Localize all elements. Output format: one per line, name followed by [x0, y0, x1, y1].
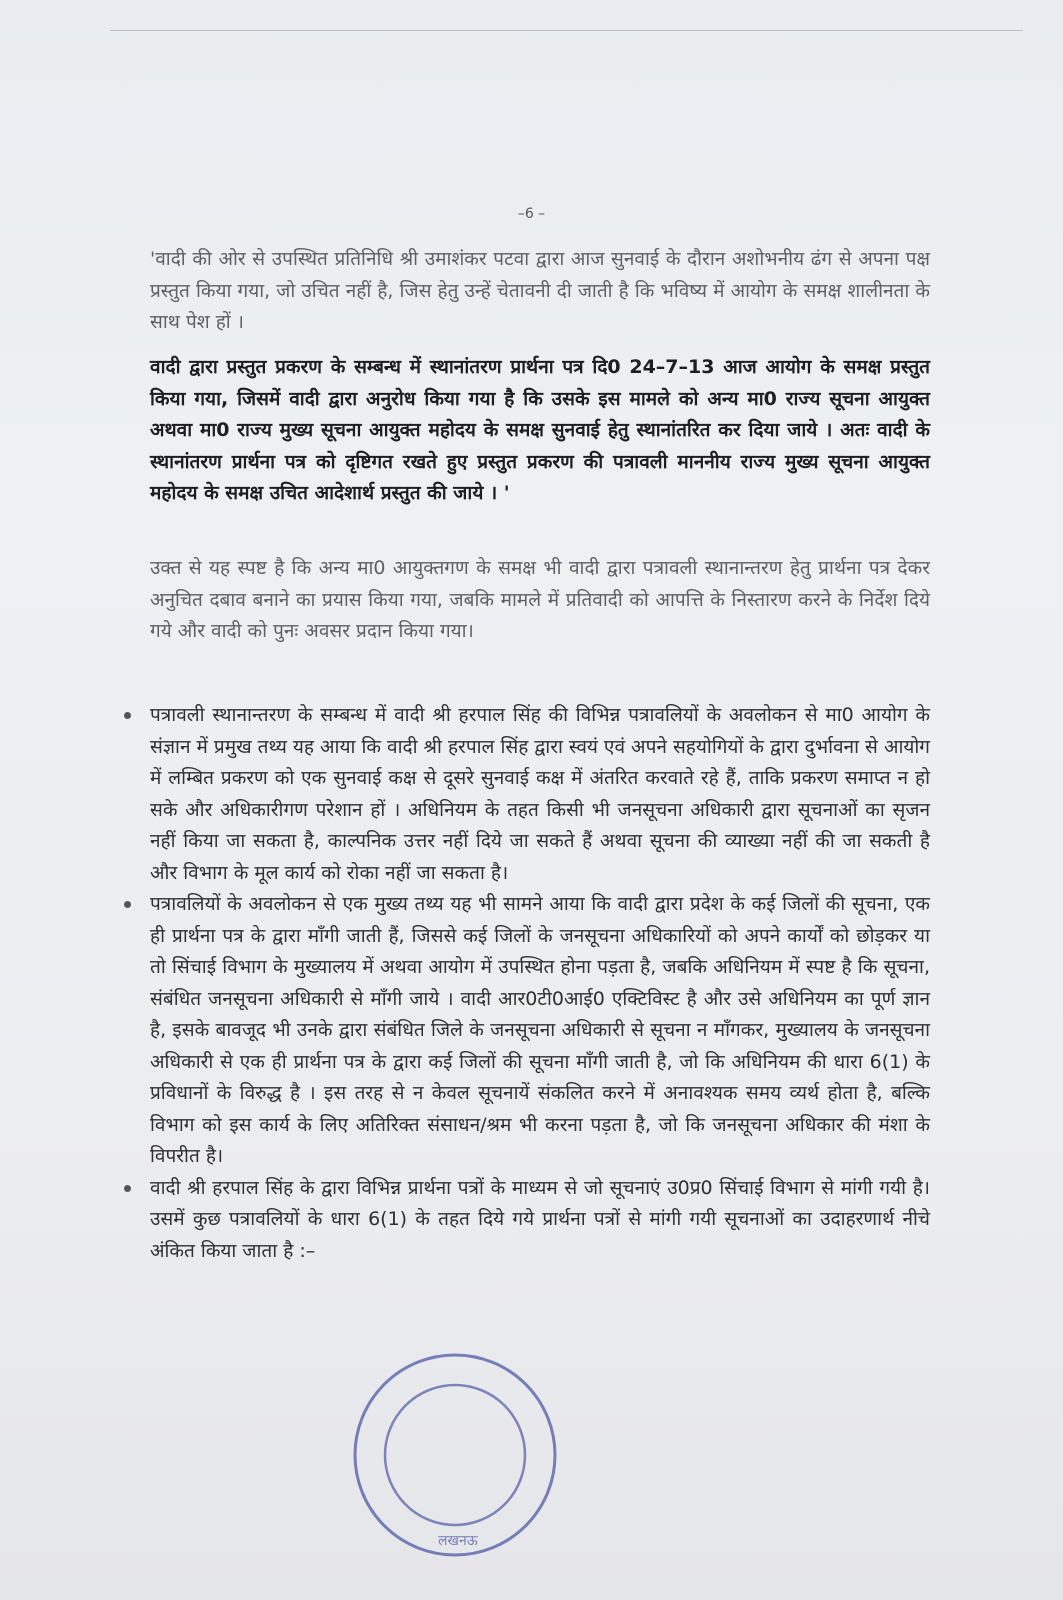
- bullet-text: वादी श्री हरपाल सिंह के द्वारा विभिन्न प्रार्थना पत्रों के माध्यम से जो सूचनाएं उ0प्र0 सिंचाई विभाग से मांगी गयी है। उसमें कुछ पत्रावलियों के धारा 6(1) के तहत दिये गये प्रार्थना पत्रों से मांगी गयी सूचनाओं का उदाहरणार्थ नीचे अंकित किया जाता है :–: [150, 1176, 930, 1262]
- bullet-icon: [124, 712, 131, 719]
- bullet-item: [120, 889, 930, 1173]
- paragraph-warning: 'वादी की ओर से उपस्थित प्रतिनिधि श्री उमाशंकर पटवा द्वारा आज सुनवाई के दौरान अशोभनीय ढंग से अपना पक्ष प्रस्तुत किया गया, जो उचित नहीं है, जिस हेतु उन्हें चेतावनी दी जाती है कि भविष्य में आयोग के समक्ष शालीनता के साथ पेश हों ।: [150, 248, 930, 333]
- bullet-item: [120, 700, 930, 889]
- bullet-text: पत्रावलियों के अवलोकन से एक मुख्य तथ्य यह भी सामने आया कि वादी द्वारा प्रदेश के कई जिलों की सूचना, एक ही प्रार्थना पत्र के द्वारा माँगी जाती हैं, जिससे कई जिलों के जनसूचना अधिकारियों को अपने कार्यों को छोड़कर या तो सिंचाई विभाग के मुख्यालय में अथवा आयोग में उपस्थित होना पड़ता है, जबकि अधिनियम में स्पष्ट है कि सूचना, संबंधित जनसूचना अधिकारी से माँगी जाये । वादी आर0टी0आई0 एक्टिविस्ट है और उसे अधिनियम का पूर्ण ज्ञान है, इसके बावजूद भी उनके द्वारा संबंधित जिले के जनसूचना अधिकारी से सूचना न माँगकर, मुख्यालय के जनसूचना अधिकारी से एक ही प्रार्थना पत्र के द्वारा कई जिलों की सूचना माँगी जाती है, जो कि अधिनियम की धारा 6(1) के प्रविधानों के विरुद्ध है । इस तरह से न केवल सूचनायें संकलित करने में अनावश्यक समय व्यर्थ होता है, बल्कि विभाग को इस कार्य के लिए अतिरिक्त संसाधन/श्रम भी करना पड़ता है, जो कि जनसूचना अधिकार की मंशा के विपरीत है।: [150, 893, 930, 1167]
- bullet-text: पत्रावली स्थानान्तरण के सम्बन्ध में वादी श्री हरपाल सिंह की विभिन्न पत्रावलियों के अवलोकन से मा0 आयोग के संज्ञान में प्रमुख तथ्य यह आया कि वादी श्री हरपाल सिंह द्वारा स्वयं एवं अपने सहयोगियों के द्वारा दुर्भावना से आयोग में लम्बित प्रकरण को एक सुनवाई कक्ष से दूसरे सुनवाई कक्ष में अंतरित करवाते रहे हैं, ताकि प्रकरण समाप्त न हो सके और अधिकारीगण परेशान हों । अधिनियम के तहत किसी भी जनसूचना अधिकारी द्वारा सूचनाओं का सृजन नहीं किया जा सकता है, काल्पनिक उत्तर नहीं दिये जा सकते हैं अथवा सूचना की व्याख्या नहीं की जा सकती है और विभाग के मूल कार्य को रोका नहीं जा सकता है।: [150, 704, 930, 884]
- paragraph-conclusion: उक्त से यह स्पष्ट है कि अन्य मा0 आयुक्तगण के समक्ष भी वादी द्वारा पत्रावली स्थानान्तरण हेतु प्रार्थना पत्र देकर अनुचित दबाव बनाने का प्रयास किया गया, जबकि मामले में प्रतिवादी को आपत्ति के निस्तारण करने के निर्देश दिये गये और वादी को पुनः अवसर प्रदान किया गया।: [150, 557, 930, 642]
- official-seal-stamp: [340, 1340, 570, 1570]
- bullet-list: [120, 700, 930, 1267]
- paper-fold-line: [110, 30, 1023, 31]
- page-number: –6 –: [517, 206, 546, 222]
- bullet-icon: [124, 1185, 131, 1192]
- bullet-icon: [124, 901, 131, 908]
- paragraph-transfer-request: वादी द्वारा प्रस्तुत प्रकरण के सम्बन्ध में स्थानांतरण प्रार्थना पत्र दि0 24–7–13 आज आयोग के समक्ष प्रस्तुत किया गया, जिसमें वादी द्वारा अनुरोध किया गया है कि उसके इस मामले को अन्य मा0 राज्य सूचना आयुक्त अथवा मा0 राज्य मुख्य सूचना आयुक्त महोदय के समक्ष सुनवाई हेतु स्थानांतरित कर दिया जाये । अतः वादी के स्थानांतरण प्रार्थना पत्र को दृष्टिगत रखते हुए प्रस्तुत प्रकरण की पत्रावली माननीय राज्य मुख्य सूचना आयुक्त महोदय के समक्ष उचित आदेशार्थ प्रस्तुत की जाये । ': [150, 356, 930, 504]
- stamp-text: लखनऊ: [438, 1533, 478, 1549]
- bullet-item: [120, 1173, 930, 1268]
